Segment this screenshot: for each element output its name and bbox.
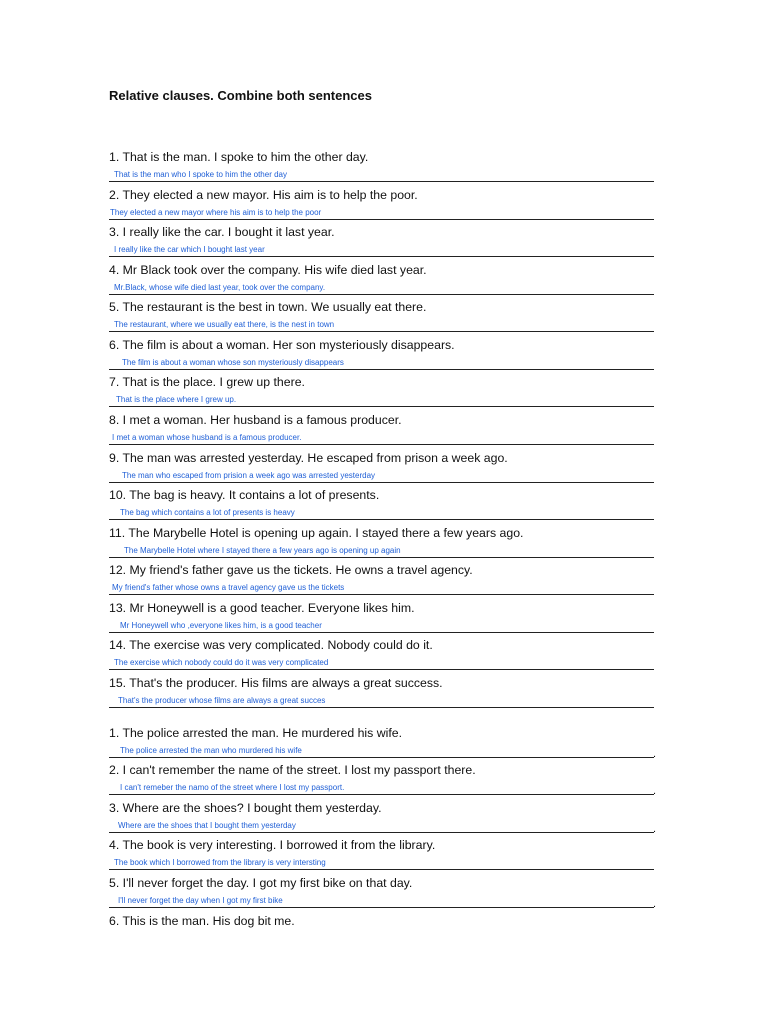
s1-answer-11: The Marybelle Hotel where I stayed there a few years ago is opening up again	[124, 546, 401, 555]
s2-answer-1: The police arrested the man who murdered his wife	[120, 746, 302, 755]
s2-question-1: 1. The police arrested the man. He murdered his wife.	[109, 726, 402, 740]
s1-answer-line-13	[109, 632, 654, 633]
s1-answer-line-10	[109, 519, 654, 520]
s1-answer-line-6	[109, 369, 654, 370]
s1-question-9: 9. The man was arrested yesterday. He escaped from prison a week ago.	[109, 451, 508, 465]
s2-question-4: 4. The book is very interesting. I borrowed it from the library.	[109, 838, 436, 852]
s1-question-15: 15. That's the producer. His films are always a great success.	[109, 676, 443, 690]
s1-answer-7: That is the place where I grew up.	[116, 395, 237, 404]
s2-line-end-1: .	[653, 748, 657, 760]
s1-question-6: 6. The film is about a woman. Her son mysteriously disappears.	[109, 338, 455, 352]
s2-answer-line-3	[109, 832, 654, 833]
s1-answer-line-1	[109, 181, 654, 182]
s1-question-2: 2. They elected a new mayor. His aim is to help the poor.	[109, 188, 418, 202]
s2-question-5: 5. I'll never forget the day. I got my first bike on that day.	[109, 876, 413, 890]
s1-question-12: 12. My friend's father gave us the tickets. He owns a travel agency.	[109, 563, 473, 577]
s1-answer-3: I really like the car which I bought last year	[114, 245, 265, 254]
s1-answer-2: They elected a new mayor where his aim is to help the poor	[110, 208, 322, 217]
s1-answer-4: Mr.Black, whose wife died last year, took over the company.	[114, 283, 326, 292]
s1-answer-line-7	[109, 406, 654, 407]
s2-answer-line-1	[109, 757, 654, 758]
s1-answer-line-9	[109, 482, 654, 483]
s1-question-8: 8. I met a woman. Her husband is a famous producer.	[109, 413, 402, 427]
worksheet-title: Relative clauses. Combine both sentences	[109, 88, 372, 103]
s1-question-13: 13. Mr Honeywell is a good teacher. Everyone likes him.	[109, 601, 415, 615]
s2-answer-5: I'll never forget the day when I got my first bike	[118, 896, 283, 905]
s1-question-3: 3. I really like the car. I bought it last year.	[109, 225, 335, 239]
s1-answer-12: My friend's father whose owns a travel agency gave us the tickets	[112, 583, 345, 592]
s1-answer-line-12	[109, 594, 654, 595]
s2-line-end-5: .	[653, 898, 657, 910]
s1-question-1: 1. That is the man. I spoke to him the other day.	[109, 150, 369, 164]
s1-answer-9: The man who escaped from prision a week ago was arrested yesterday	[122, 471, 376, 480]
s1-answer-14: The exercise which nobody could do it was very complicated	[114, 658, 329, 667]
s1-answer-line-4	[109, 294, 654, 295]
s2-answer-2: I can't remeber the namo of the street where I lost my passport.	[120, 783, 345, 792]
s2-answer-3: Where are the shoes that I bought them yesterday	[118, 821, 296, 830]
s2-answer-4: The book which I borrowed from the library is very intersting	[114, 858, 326, 867]
s1-answer-10: The bag which contains a lot of presents is heavy	[120, 508, 295, 517]
s1-question-4: 4. Mr Black took over the company. His wife died last year.	[109, 263, 427, 277]
s2-answer-line-4	[109, 869, 654, 870]
s1-question-14: 14. The exercise was very complicated. Nobody could do it.	[109, 638, 433, 652]
s1-answer-13: Mr Honeywell who ,everyone likes him, is a good teacher	[120, 621, 322, 630]
s1-question-5: 5. The restaurant is the best in town. We usually eat there.	[109, 300, 427, 314]
s2-answer-line-2	[109, 794, 654, 795]
s1-question-10: 10. The bag is heavy. It contains a lot of presents.	[109, 488, 380, 502]
s2-question-2: 2. I can't remember the name of the street. I lost my passport there.	[109, 763, 476, 777]
s1-answer-15: That's the producer whose films are always a great succes	[118, 696, 326, 705]
s2-question-6: 6. This is the man. His dog bit me.	[109, 914, 295, 928]
s2-line-end-3: .	[653, 823, 657, 835]
s2-question-3: 3. Where are the shoes? I bought them yesterday.	[109, 801, 382, 815]
s1-answer-line-14	[109, 669, 654, 670]
s1-answer-line-2	[109, 219, 654, 220]
s1-answer-line-8	[109, 444, 654, 445]
s1-answer-5: The restaurant, where we usually eat there, is the nest in town	[114, 320, 335, 329]
s1-answer-line-11	[109, 557, 654, 558]
s2-line-end-2: .	[653, 785, 657, 797]
s1-answer-6: The film is about a woman whose son mysteriously disappears	[122, 358, 344, 367]
s1-answer-1: That is the man who I spoke to him the other day	[114, 170, 287, 179]
s1-answer-8: I met a woman whose husband is a famous producer.	[112, 433, 302, 442]
s1-question-11: 11. The Marybelle Hotel is opening up again. I stayed there a few years ago.	[109, 526, 524, 540]
s2-answer-line-5	[109, 907, 654, 908]
s1-answer-line-3	[109, 256, 654, 257]
s1-answer-line-15	[109, 707, 654, 708]
s1-question-7: 7. That is the place. I grew up there.	[109, 375, 305, 389]
s1-answer-line-5	[109, 331, 654, 332]
